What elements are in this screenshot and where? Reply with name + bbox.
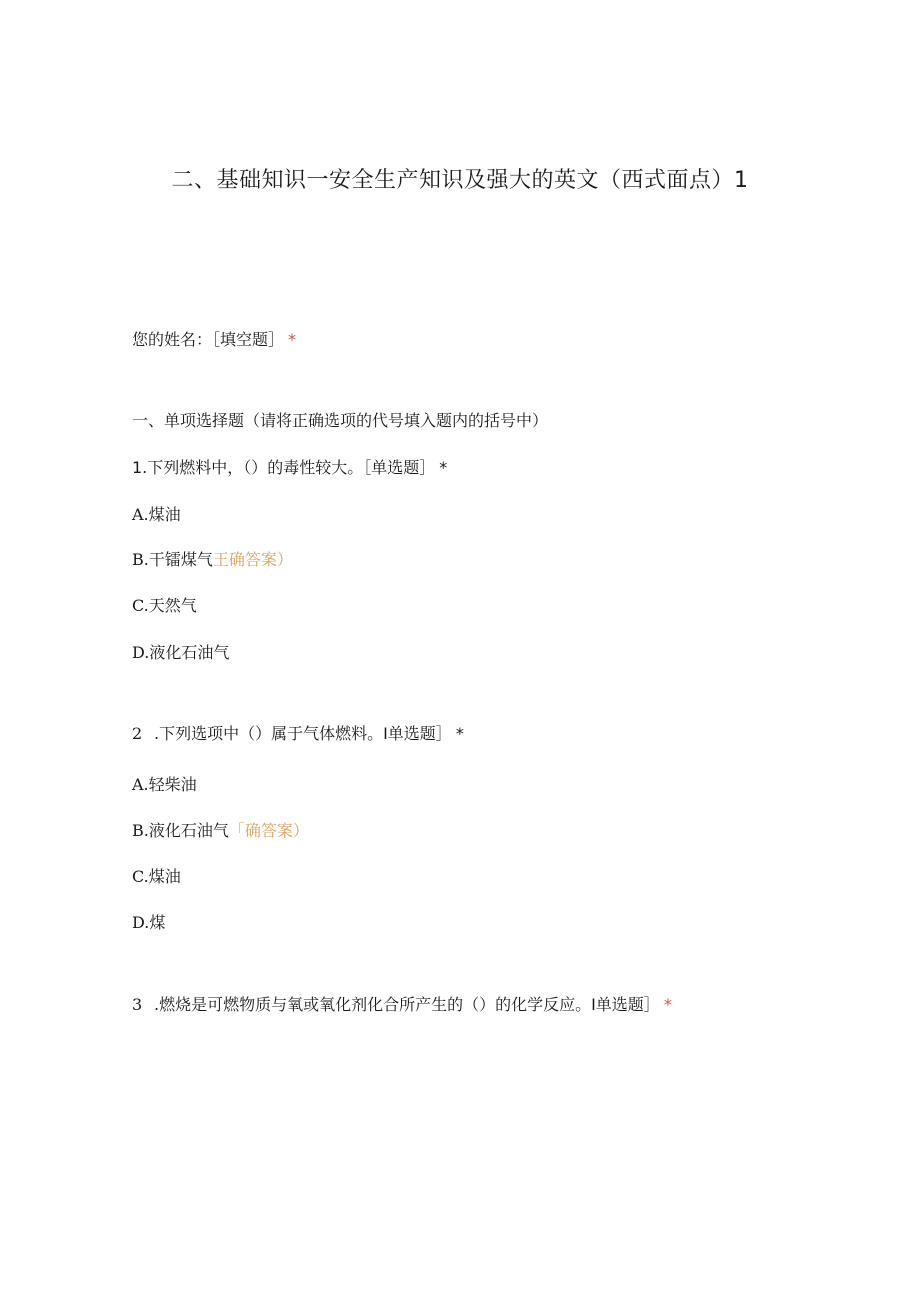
required-mark: * bbox=[663, 995, 672, 1014]
option-letter: A. bbox=[132, 775, 149, 794]
option-letter: A. bbox=[132, 505, 149, 524]
option-text: 煤油 bbox=[148, 505, 181, 524]
name-question-label: 您的姓名：［填空题］ bbox=[132, 330, 285, 349]
question-2-option-d[interactable] bbox=[132, 912, 165, 934]
option-letter: B. bbox=[132, 550, 149, 569]
question-2-option-b[interactable] bbox=[132, 820, 309, 842]
name-question bbox=[132, 329, 296, 351]
question-1-text: 1.下列燃料中，（）的毒性较大。［单选题］ bbox=[132, 458, 436, 477]
question-2-option-c[interactable] bbox=[132, 866, 181, 888]
question-2 bbox=[132, 723, 464, 745]
correct-answer-note: 「确答案） bbox=[228, 821, 309, 840]
question-3-text: .燃烧是可燃物质与氧或氧化剂化合所产生的（）的化学反应。I单选题］ bbox=[154, 995, 660, 1014]
question-1 bbox=[132, 457, 447, 479]
option-letter: C. bbox=[132, 867, 149, 886]
option-text: 轻柴油 bbox=[148, 775, 197, 794]
question-3 bbox=[132, 994, 672, 1016]
option-text: 煤油 bbox=[148, 867, 181, 886]
question-2-text: .下列选项中（）属于气体燃料。I单选题］ bbox=[154, 724, 452, 743]
question-1-option-c[interactable] bbox=[132, 595, 197, 617]
question-1-option-b[interactable] bbox=[132, 549, 293, 571]
required-mark: * bbox=[455, 724, 464, 743]
correct-answer-note: 王确答案） bbox=[212, 550, 293, 569]
option-text: 煤 bbox=[149, 913, 166, 932]
question-2-option-a[interactable] bbox=[132, 774, 197, 796]
option-text: 天然气 bbox=[148, 596, 197, 615]
required-mark: * bbox=[439, 458, 448, 477]
option-letter: B. bbox=[132, 821, 149, 840]
option-letter: D. bbox=[132, 913, 150, 932]
question-1-option-a[interactable] bbox=[132, 504, 181, 526]
page-title: 二、基础知识一安全生产知识及强大的英文（西式面点）1 bbox=[171, 168, 749, 193]
question-1-option-d[interactable] bbox=[132, 642, 229, 664]
option-text: 液化石油气 bbox=[148, 821, 229, 840]
option-text: 干镭煤气 bbox=[148, 550, 213, 569]
section-heading: 一、单项选择题（请将正确选项的代号填入题内的括号中） bbox=[132, 411, 549, 430]
question-number: 3 bbox=[132, 995, 143, 1014]
option-letter: D. bbox=[132, 643, 150, 662]
option-text: 液化石油气 bbox=[149, 643, 230, 662]
option-letter: C. bbox=[132, 596, 149, 615]
required-mark: * bbox=[288, 330, 297, 349]
question-number: 2 bbox=[132, 724, 143, 743]
